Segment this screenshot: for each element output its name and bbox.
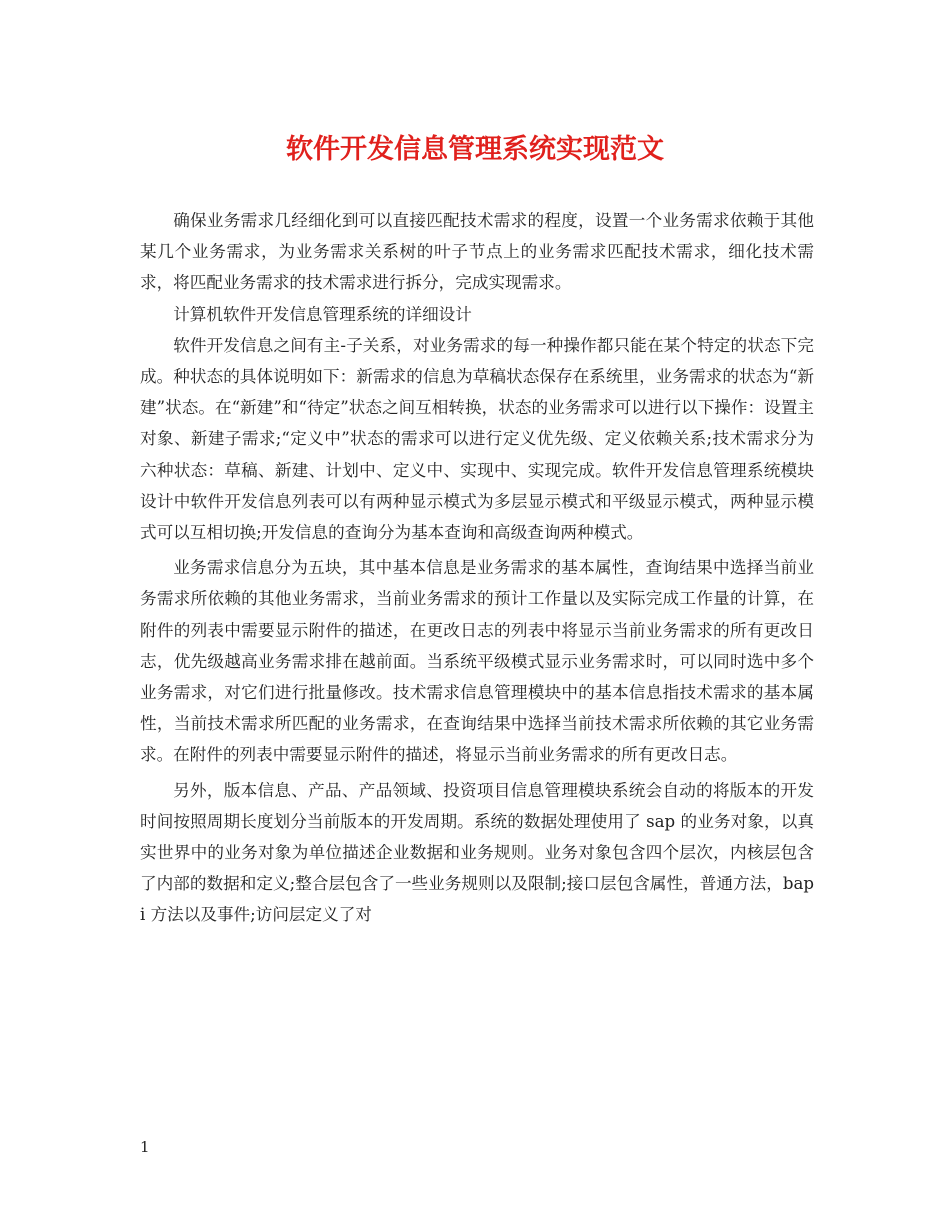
page-number: 1 xyxy=(140,1138,150,1156)
paragraph-1: 确保业务需求几经细化到可以直接匹配技术需求的程度，设置一个业务需求依赖于其他某几个业务需求，为业务需求关系树的叶子节点上的业务需求匹配技术需求，细化技术需求，将匹配业务需求的技术需求进行拆分，完成实现需求。 xyxy=(140,211,814,293)
paragraph-2: 软件开发信息之间有主-子关系，对业务需求的每一种操作都只能在某个特定的状态下完成。种状态的具体说明如下：新需求的信息为草稿状态保存在系统里，业务需求的状态为“新建”状态。在“新建”和“待定”状态之间互相转换，状态的业务需求可以进行以下操作：设置主对象、新建子需求;“定义中”状态的需求可以进行定义优先级、定义依赖关系;技术需求分为六种状态：草稿、新建、计划中、定义中、实现中、实现完成。软件开发信息管理系统模块设计中软件开发信息列表可以有两种显示模式为多层显示模式和平级显示模式，两种显示模式可以互相切换;开发信息的查询分为基本查询和高级查询两种模式。 xyxy=(140,335,814,543)
document-title: 软件开发信息管理系统实现范文 xyxy=(286,134,664,165)
section-heading: 计算机软件开发信息管理系统的详细设计 xyxy=(173,304,472,324)
paragraph-4: 另外，版本信息、产品、产品领域、投资项目信息管理模块系统会自动的将版本的开发时间按照周期长度划分当前版本的开发周期。系统的数据处理使用了 sap 的业务对象，以真实世界中的业务对象为单位描述企业数据和业务规则。业务对象包含四个层次，内核层包含了内部的数据和定义;整合层包含了一些业务规则以及限制;接口层包含属性，普通方法，bapi 方法以及事件;访问层定义了对 xyxy=(140,780,814,925)
document-body xyxy=(140,205,814,931)
paragraph-3: 业务需求信息分为五块，其中基本信息是业务需求的基本属性，查询结果中选择当前业务需求所依赖的其他业务需求，当前业务需求的预计工作量以及实际完成工作量的计算，在附件的列表中需要显示附件的描述，在更改日志的列表中将显示当前业务需求的所有更改日志，优先级越高业务需求排在越前面。当系统平级模式显示业务需求时，可以同时选中多个业务需求，对它们进行批量修改。技术需求信息管理模块中的基本信息指技术需求的基本属性，当前技术需求所匹配的业务需求，在查询结果中选择当前技术需求所依赖的其它业务需求。在附件的列表中需要显示附件的描述，将显示当前业务需求的所有更改日志。 xyxy=(140,558,814,765)
